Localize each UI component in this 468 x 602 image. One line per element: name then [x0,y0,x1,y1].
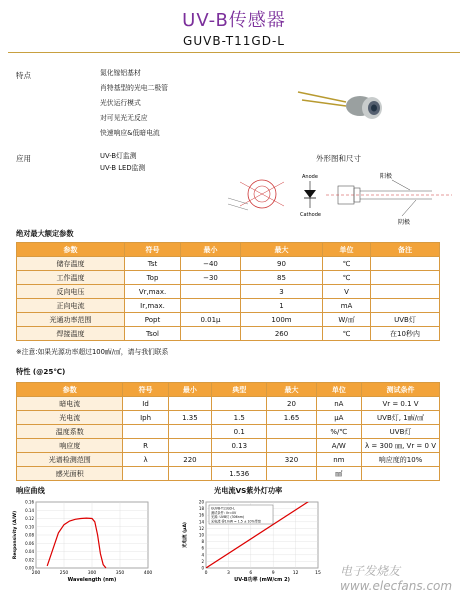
table-row [17,411,440,425]
table-cell [267,425,316,439]
table-cell [168,439,211,453]
column-header: 最大 [267,383,316,397]
table-row [17,397,440,411]
x-tick-label: 15 [315,571,321,576]
column-header: 参数 [17,383,123,397]
table-cell [371,271,440,285]
table-cell: λ = 300 ㎚, Vr = 0 V [362,439,440,453]
table-cell: Popt [125,313,181,327]
table-cell: 85 [241,271,323,285]
x-tick-label: 200 [31,571,41,576]
table-cell: 焊接温度 [17,327,125,341]
table-row [17,299,440,313]
table-cell: Tsol [125,327,181,341]
table-cell: 100m [241,313,323,327]
table-cell: Id [123,397,168,411]
y-axis-label: Responsivity (A/W) [13,510,18,560]
feature-item: 光伏运行模式 [100,99,141,107]
y-tick-label: 0.16 [25,499,34,505]
y-tick-label: 8 [201,539,204,545]
table-cell: 1.35 [168,411,211,425]
table-cell: 反向电压 [17,285,125,299]
table-cell: nm [316,453,361,467]
x-tick-label: 350 [115,571,125,576]
features-list [100,66,168,141]
table-cell: UVB灯, 1㎽/㎠ [362,411,440,425]
response-chart-title: 响应曲线 [16,486,45,495]
table-row [17,327,440,341]
characteristics-section-title: 特性 (@25℃) [16,367,66,376]
y-tick-label: 0.06 [25,540,34,546]
table-cell [212,397,267,411]
table-cell: mA [323,299,371,313]
table-cell [168,397,211,411]
legend-entry: 光电流 @1mW = 1.5 ± 10%带宽 [211,519,261,524]
table-row [17,425,440,439]
table-cell: ℃ [323,257,371,271]
table-header-row [17,383,440,397]
table-cell: ℃ [323,271,371,285]
features-label: 特点 [16,71,31,80]
photocurrent-chart [180,496,330,588]
watermark: 电子发烧友 www.elecfans.com [340,564,453,593]
y-tick-label: 0.08 [25,532,34,538]
y-tick-label: 0.04 [25,549,34,554]
table-cell: 90 [241,257,323,271]
table-cell: W/㎠ [323,313,371,327]
table-cell: 3 [241,285,323,299]
y-tick-label: 6 [201,545,204,551]
legend-entry: GUVB-T11GD-L [211,506,235,511]
table-cell [123,425,168,439]
column-header: 最大 [241,243,323,257]
application-item: UV-B灯监测 [100,152,137,160]
x-tick-label: 3 [226,571,230,576]
column-header: 单位 [316,383,361,397]
cathode-label: Cathode [300,212,321,218]
feature-item: 对可见光无反应 [100,114,148,122]
table-cell [362,467,440,481]
table-cell: 温度系数 [17,425,123,439]
table-cell: −30 [181,271,241,285]
legend-entry: 光源: UVB灯 (306nm) [211,515,245,520]
table-cell: nA [316,397,361,411]
table-row [17,257,440,271]
ratings-note: ※注意:如果光源功率超过100㎽/㎠，请与我们联系 [16,348,169,356]
table-cell: 1.65 [267,411,316,425]
dimension-drawing [220,164,460,230]
x-tick-label: 12 [292,571,299,576]
table-cell: 260 [241,327,323,341]
drawing-label: 外形图和尺寸 [316,154,361,163]
x-tick-label: 6 [249,571,253,576]
table-cell: 在10秒内 [371,327,440,341]
table-cell: 感光面积 [17,467,123,481]
table-cell: 1.5 [212,411,267,425]
application-item: UV-B LED监测 [100,164,146,172]
column-header: 单位 [323,243,371,257]
table-cell: 暗电流 [17,397,123,411]
page-title: UV-B传感器 [182,10,286,31]
y-tick-label: 10 [198,532,204,538]
feature-item: 快速响应&低暗电流 [100,129,160,137]
table-row [17,285,440,299]
table-cell: V [323,285,371,299]
column-header: 典型 [212,383,267,397]
table-row [17,439,440,453]
y-tick-label: 20 [198,499,204,505]
column-header: 最小 [181,243,241,257]
cathode-cn-label: 阴极 [398,219,411,226]
table-cell [181,299,241,313]
y-tick-label: 12 [198,525,204,531]
x-tick-label: 300 [87,571,97,576]
table-cell: ㎟ [316,467,361,481]
y-tick-label: 14 [198,519,204,525]
table-cell: 220 [168,453,211,467]
y-tick-label: 16 [198,512,204,518]
chart-legend [209,505,273,524]
table-cell: UVB灯 [371,313,440,327]
table-row [17,271,440,285]
table-cell: Tst [125,257,181,271]
table-cell: 0.1 [212,425,267,439]
applications-list [100,149,145,176]
table-cell [267,439,316,453]
y-tick-label: 0.14 [25,507,34,513]
table-cell [371,299,440,313]
table-cell: Iph [123,411,168,425]
table-cell: 响应度 [17,439,123,453]
table-cell: 320 [267,453,316,467]
table-cell: ℃ [323,327,371,341]
table-cell [267,467,316,481]
y-tick-label: 0 [201,565,204,571]
feature-item: 肖特基型的光电二极管 [100,84,168,92]
table-cell [371,285,440,299]
table-cell: 20 [267,397,316,411]
table-cell [168,425,211,439]
table-cell [181,327,241,341]
x-tick-label: 0 [204,571,208,576]
table-cell: 储存温度 [17,257,125,271]
x-axis-label: UV-B功率 (mW/cm 2) [234,577,290,583]
table-cell [371,257,440,271]
table-cell: λ [123,453,168,467]
model-number: GUVB-T11GD-L [183,34,285,48]
y-tick-label: 0.02 [25,557,34,563]
y-axis-label: 光电流 (μA) [183,522,188,548]
applications-label: 应用 [16,154,31,163]
table-cell: Top [125,271,181,285]
column-header: 参数 [17,243,125,257]
table-cell: 响应度的10% [362,453,440,467]
table-cell: 正向电流 [17,299,125,313]
table-row [17,453,440,467]
anode-cn-label: 阳极 [380,173,393,180]
column-header: 最小 [168,383,211,397]
feature-item: 氮化镓铝基材 [100,69,141,77]
table-cell [212,453,267,467]
table-cell: 光谱检测范围 [17,453,123,467]
x-tick-label: 400 [143,571,153,576]
sensor-photo [288,70,398,130]
table-cell [181,285,241,299]
y-tick-label: 4 [201,552,204,558]
y-tick-label: 0.10 [25,524,34,530]
ratings-table [16,242,440,341]
characteristics-table [16,382,440,481]
table-cell [123,467,168,481]
photocurrent-chart-title: 光电流VS紫外灯功率 [214,486,283,495]
table-cell: 光通功率范围 [17,313,125,327]
column-header: 测试条件 [362,383,440,397]
x-tick-label: 9 [271,571,275,576]
table-row [17,313,440,327]
anode-label: Anode [302,174,318,180]
table-cell: 0.01μ [181,313,241,327]
table-cell: 工作温度 [17,271,125,285]
title-divider [8,52,460,53]
y-tick-label: 0.00 [25,565,34,571]
table-cell: 0.13 [212,439,267,453]
table-cell [168,467,211,481]
table-header-row [17,243,440,257]
column-header: 备注 [371,243,440,257]
table-cell: A/W [316,439,361,453]
legend-entry: 测试条件: Vr=0V [211,510,237,515]
table-cell: −40 [181,257,241,271]
y-tick-label: 18 [198,506,204,512]
table-cell: %/℃ [316,425,361,439]
table-row [17,467,440,481]
table-cell: 1.536 [212,467,267,481]
table-cell: 1 [241,299,323,313]
table-cell: Vr,max. [125,285,181,299]
response-curve-chart [10,496,160,588]
x-axis-label: Wavelength (nm) [67,577,117,583]
table-cell: Ir,max. [125,299,181,313]
column-header: 符号 [125,243,181,257]
table-cell: 光电流 [17,411,123,425]
table-cell: μA [316,411,361,425]
table-cell: R [123,439,168,453]
table-cell: UVB灯 [362,425,440,439]
table-cell: Vr = 0.1 V [362,397,440,411]
y-tick-label: 0.12 [25,516,34,521]
ratings-section-title: 绝对最大额定参数 [16,229,74,238]
y-tick-label: 2 [201,558,204,564]
x-tick-label: 250 [59,571,69,576]
column-header: 符号 [123,383,168,397]
